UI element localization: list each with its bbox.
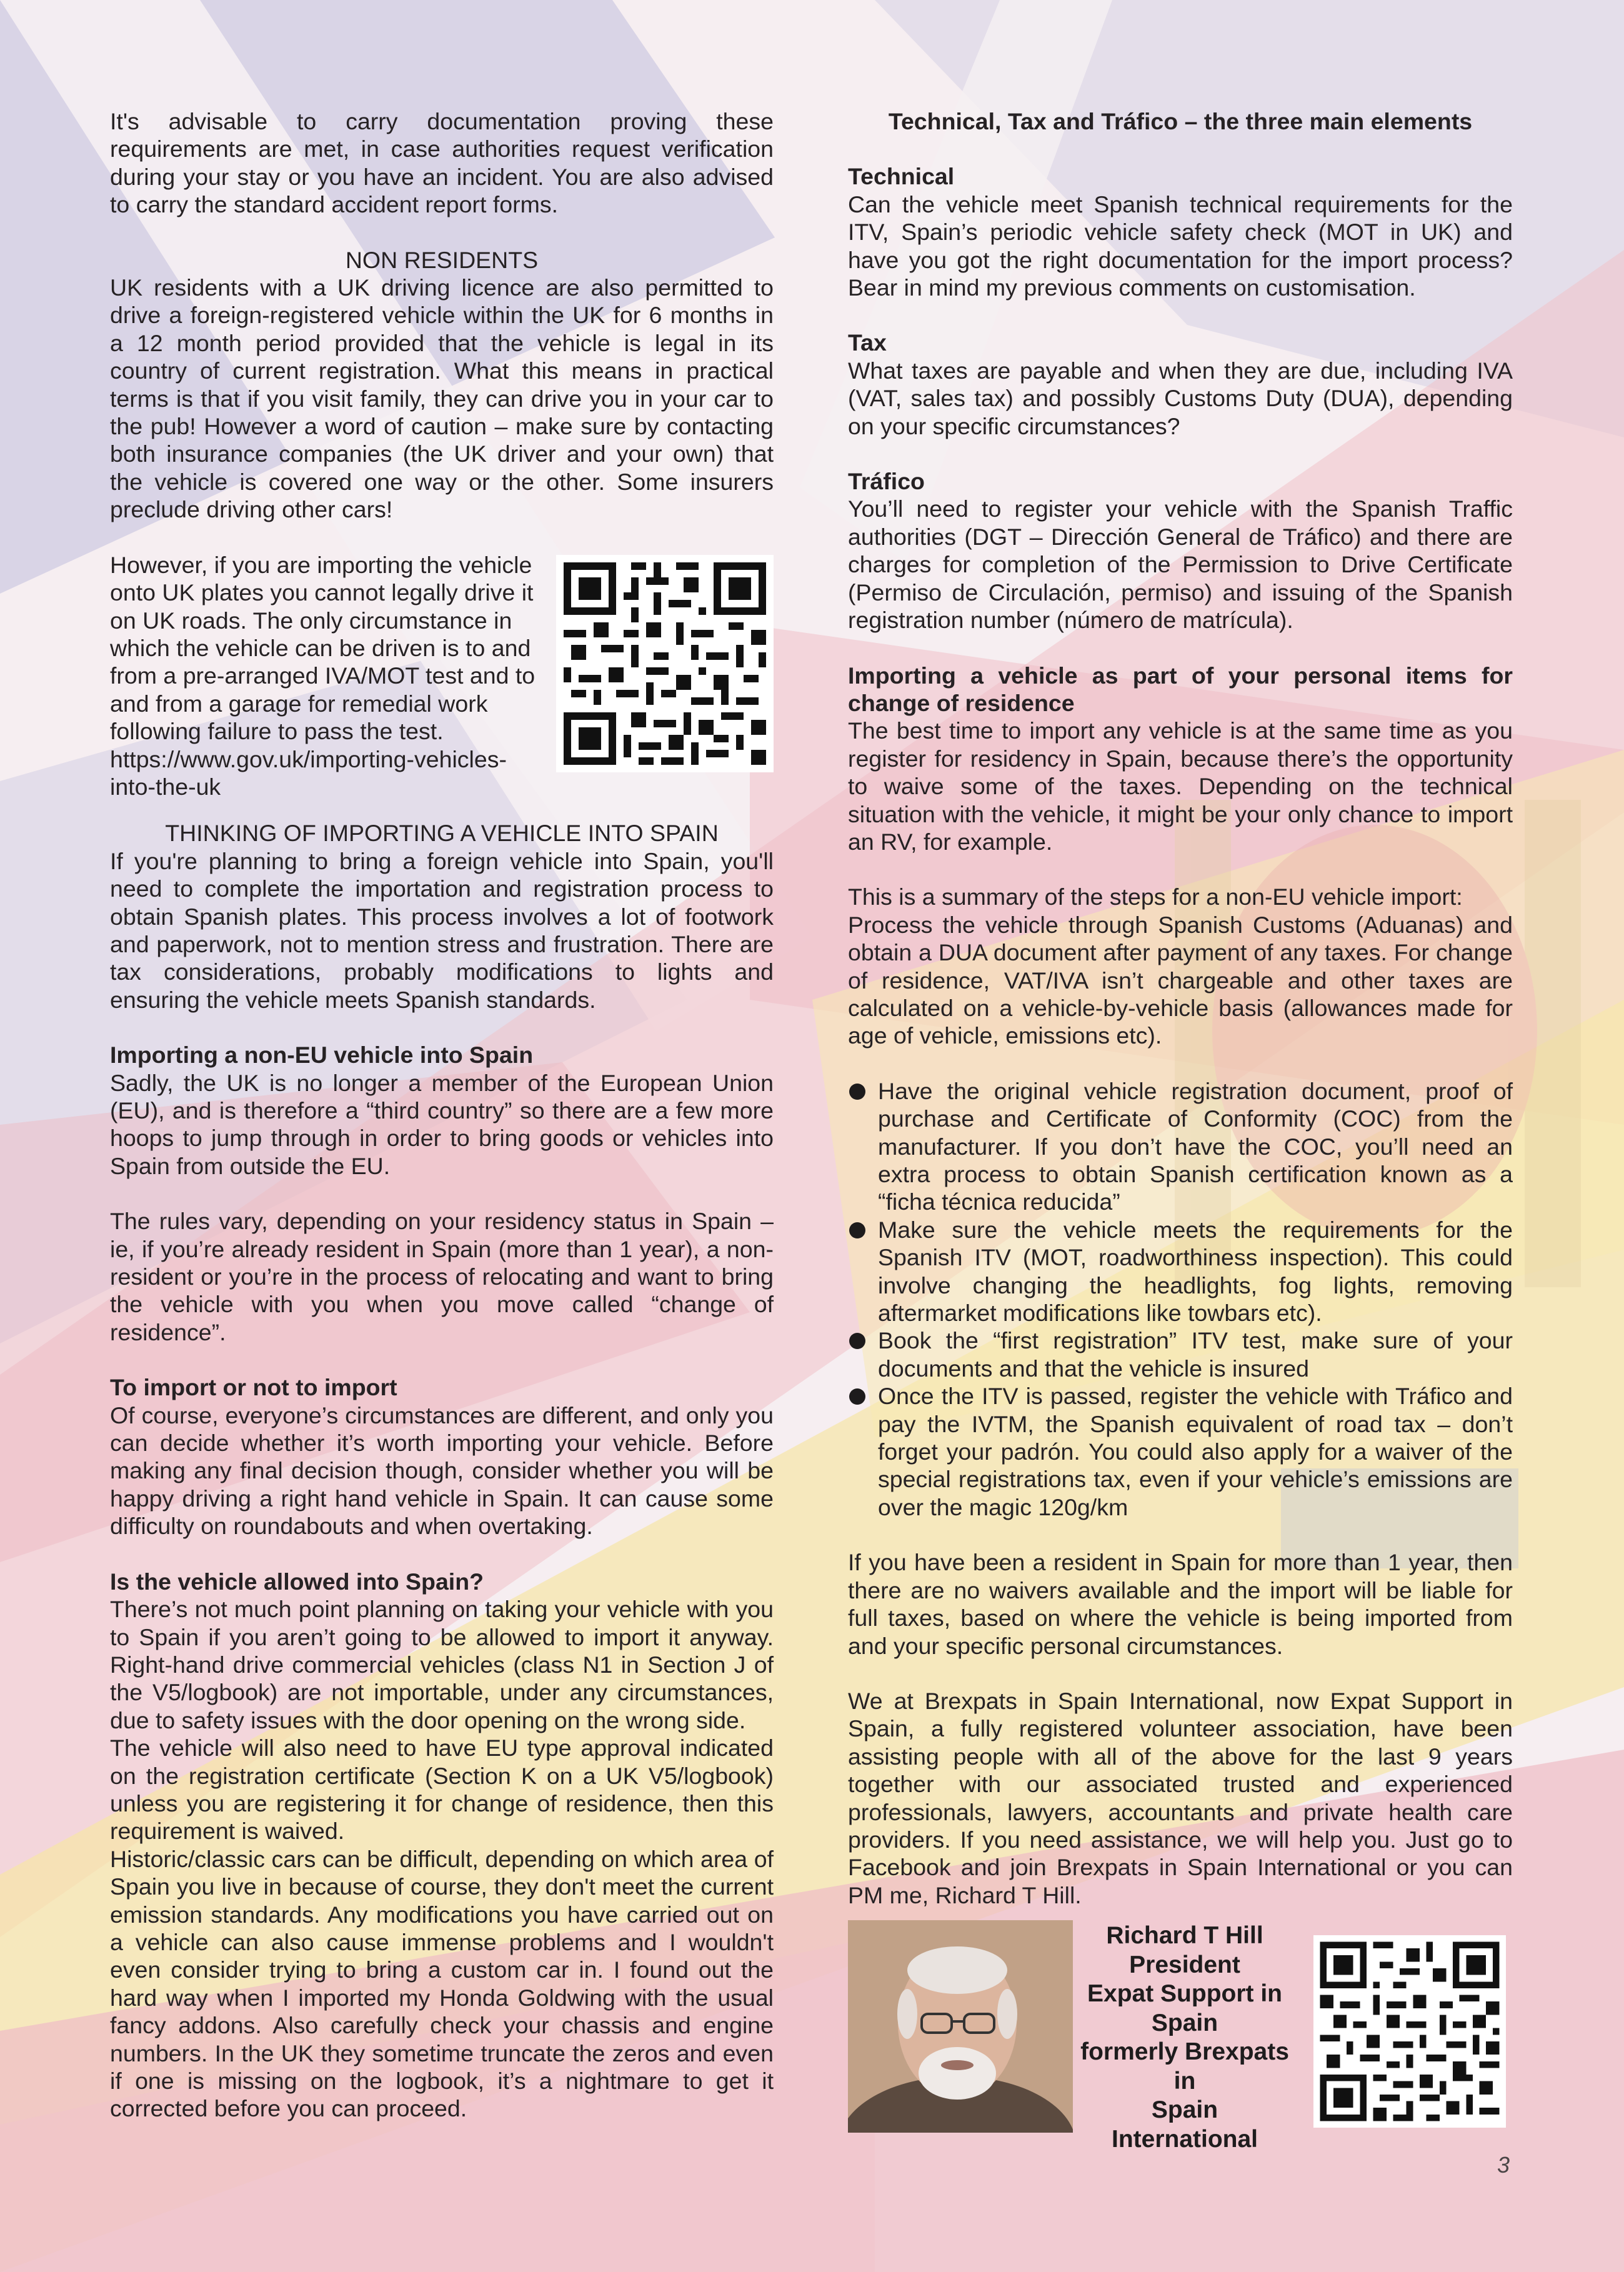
brexpats-paragraph: We at Brexpats in Spain International, now Expat Support in Spain, a fully registered volunteer association, have been assisting people with all of the above for the last 9 years together with our associated trusted and experienced professionals, lawyers, accountants and private health care providers. If you need assistance, we will help you. Just go to Facebook and join Brexpats in Spain International or you can PM me, Richard T Hill.	[848, 1687, 1513, 1908]
author-photo	[848, 1920, 1073, 2133]
list-item: Have the original vehicle registration document, proof of purchase and Certificate of Conformity (COC) from the manufacturer. If you don’t have the COC, you’ll need an extra process to obtain Spanish certification known as a “ficha técnica reducida”	[848, 1077, 1513, 1216]
personal-items-heading: Importing a vehicle as part of your personal items for change of residence	[848, 662, 1513, 716]
tax-paragraph: What taxes are payable and when they are due, including IVA (VAT, sales tax) and possibly Customs Duty (DUA), depending on your specific circumstances?	[848, 357, 1513, 439]
summary-intro: This is a summary of the steps for a non-EU vehicle import:	[848, 884, 1463, 910]
allowed-paragraph-2: The vehicle will also need to have EU type approval indicated on the registration certificate (Section K on a UK V5/logbook) unless you are registering it for change of residence, then this requirement is waived.	[110, 1735, 774, 1845]
non-residents-paragraph: UK residents with a UK driving licence are also permitted to drive a foreign-registered vehicle within the UK for 6 months in a 12 month period provided that the vehicle is legal in its country of current registration. What this means in practical terms is that if you visit family, they can drive you in your car to the pub! However a word of caution – make sure by contacting both insurance companies (the UK driver and your own) that the vehicle is covered one way or the other. Some insurers preclude driving other cars!	[110, 274, 774, 523]
resident-paragraph: If you have been a resident in Spain for more than 1 year, then there are no waivers available and the import will be liable for full taxes, based on where the vehicle is being imported from and your specific personal circumstances.	[848, 1549, 1513, 1659]
thinking-heading: THINKING OF IMPORTING A VEHICLE INTO SPAIN	[165, 820, 719, 847]
allowed-paragraph-3: Historic/classic cars can be difficult, depending on which area of Spain you live in because of course, they don't meet the current emission standards. Any modifications you have carried out on a vehicle can also cause immense problems and I wouldn't even consider trying to bring a custom car in. I found out the hard way when I imported my Honda Goldwing with the usual fancy addons. Also carefully check your chassis and engine numbers. In the UK they sometime truncate the zeros and even if one is missing on the logbook, it’s a nightmare to get it corrected before you can proceed.	[110, 1845, 774, 2122]
author-title: President	[1129, 1951, 1240, 1978]
rules-paragraph: The rules vary, depending on your residency status in Spain – ie, if you’re already resident in Spain (more than 1 year), a non-resident or you’re in the process of relocating and want to bring the vehicle with you when you move called “change of residence”.	[110, 1208, 774, 1345]
author-name: Richard T Hill	[1106, 1922, 1263, 1949]
author-org-line-2: Spain	[1151, 2009, 1218, 2036]
personal-items-paragraph: The best time to import any vehicle is at the same time as you register for residency in Spain, because there’s the opportunity to waive some of the taxes. Depending on the technical situation with the vehicle, it might be your only chance to import an RV, for example.	[848, 717, 1513, 855]
to-import-heading: To import or not to import	[110, 1374, 397, 1401]
author-org-line-3: formerly Brexpats	[1080, 2038, 1289, 2065]
gov-uk-link[interactable]: https://www.gov.uk/importing-vehicles-into-the-uk	[110, 745, 507, 800]
allowed-heading: Is the vehicle allowed into Spain?	[110, 1568, 484, 1595]
to-import-paragraph: Of course, everyone’s circumstances are different, and only you can decide whether it’s worth importing your vehicle. Before making any final decision though, consider whether you will be happy driving a right hand vehicle in Spain. It can cause some difficulty on roundabouts and when overtaking.	[110, 1402, 774, 1540]
three-elements-heading: Technical, Tax and Tráfico – the three main elements	[888, 108, 1473, 134]
technical-heading: Technical	[848, 163, 955, 190]
author-org-line-5: Spain International	[1111, 2096, 1258, 2153]
author-credit	[1075, 1921, 1294, 2154]
qr-code-facebook	[1313, 1935, 1506, 2128]
tax-heading: Tax	[848, 329, 887, 356]
author-org-line-1: Expat Support in	[1087, 1980, 1282, 2007]
list-item: Make sure the vehicle meets the requirements for the Spanish ITV (MOT, roadworthiness inspection). This could involve changing the headlights, fog lights, removing aftermarket modifications like towbars etc).	[848, 1216, 1513, 1327]
qr-code-gov-uk	[556, 555, 774, 772]
list-item: Book the “first registration” ITV test, make sure of your documents and that the vehicle is insured	[848, 1327, 1513, 1382]
right-column	[848, 107, 1513, 1909]
trafico-paragraph: You’ll need to register your vehicle with the Spanish Traffic authorities (DGT – Dirección General de Tráfico) and there are charges for completion of the Permission to Drive Certificate (Permiso de Circulación, permiso) and issuing of the Spanish registration number (número de matrícula).	[848, 496, 1513, 634]
steps-list	[848, 1077, 1513, 1522]
trafico-heading: Tráfico	[848, 468, 925, 495]
page-number: 3	[1497, 2152, 1510, 2178]
left-column	[110, 107, 774, 2123]
non-eu-paragraph: Sadly, the UK is no longer a member of the European Union (EU), and is therefore a “third country” so there are a few more hoops to jump through in order to bring goods or vehicles into Spain from outside the EU.	[110, 1069, 774, 1179]
importing-uk-section	[110, 551, 774, 801]
technical-paragraph: Can the vehicle meet Spanish technical requirements for the ITV, Spain’s periodic vehicle safety check (MOT in UK) and have you got the right documentation for the import process? Bear in mind my previous comments on customisation.	[848, 191, 1513, 301]
allowed-paragraph-1: There’s not much point planning on taking your vehicle with you to Spain if you aren’t going to be allowed to import it anyway. Right-hand drive commercial vehicles (class N1 in Section J of the V5/logbook) are not importable, under any circumstances, due to safety issues with the door opening on the wrong side.	[110, 1596, 774, 1733]
author-signature-block	[848, 1920, 1513, 2153]
author-org-line-4: in	[1173, 2067, 1196, 2095]
non-residents-heading: NON RESIDENTS	[345, 246, 539, 273]
thinking-paragraph: If you're planning to bring a foreign vehicle into Spain, you'll need to complete the importation and registration process to obtain Spanish plates. This process involves a lot of footwork and paperwork, not to mention stress and frustration. There are tax considerations, probably modifications to lights and ensuring the vehicle meets Spanish standards.	[110, 847, 774, 1013]
list-item: Once the ITV is passed, register the vehicle with Tráfico and pay the IVTM, the Spanish equivalent of road tax – don’t forget your padrón. You could also apply for a waiver of the special registrations tax, even if your vehicle’s emissions are over the magic 120g/km	[848, 1382, 1513, 1521]
summary-paragraph: Process the vehicle through Spanish Customs (Aduanas) and obtain a DUA document after payment of any taxes. For change of residence, VAT/IVA isn’t chargeable and other taxes are calculated on a vehicle-by-vehicle basis (allowances made for age of vehicle, emissions etc).	[848, 911, 1513, 1049]
importing-uk-paragraph: However, if you are importing the vehicle onto UK plates you cannot legally drive it on UK roads. The only circumstance in which the vehicle can be driven is to and from a pre-arranged IVA/MOT test and to and from a garage for remedial work following failure to pass the test.	[110, 551, 536, 745]
non-eu-heading: Importing a non-EU vehicle into Spain	[110, 1042, 534, 1069]
intro-paragraph: It's advisable to carry documentation proving these requirements are met, in case authorities request verification during your stay or you have an incident. You are also advised to carry the standard accident report forms.	[110, 108, 774, 218]
